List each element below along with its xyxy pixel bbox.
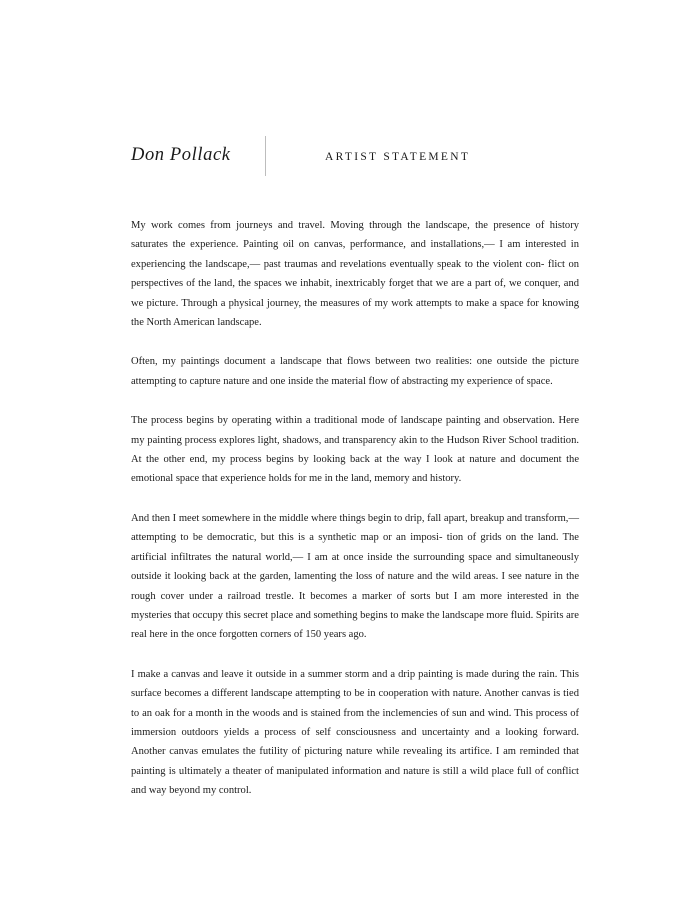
paragraph-1: My work comes from journeys and travel. Moving through the landscape, the presence of history saturates the experience. Painting oil on canvas, performance, and installations,— I am interested in experiencing the landscape,— past traumas and revelations eventually speak to the violent con- flict on perspectives of the land, the spaces we inhabit, inextricably forget that we are a part of, we conquer, and we picture. Through a physical journey, the measures of my work attempts to make a space for knowing the North American landscape.	[131, 220, 579, 329]
page-header	[131, 136, 581, 176]
author-name: Don Pollack	[131, 145, 231, 165]
paragraph-4: And then I meet somewhere in the middle where things begin to drip, fall apart, breakup and transform,— attempting to be democratic, but this is a synthetic map or an imposi- tion of grids on the land. The artificial infiltrates the natural world,— I am at once inside the surrounding space and simultaneously outside it looking back at the garden, lamenting the loss of nature and the wild areas. I see nature in the rough cover under a railroad trestle. It becomes a marker of sorts but I am more interested in the mysteries that occupy this secret place and something begins to make the landscape more fluid. Spirits are real here in the once forgotten corners of 150 years ago.	[131, 512, 579, 641]
paragraph-3: The process begins by operating within a traditional mode of landscape painting and observation. Here my painting process explores light, shadows, and transparency akin to the Hudson River School tradition. At the other end, my process begins by looking back at the way I look at nature and document the emotional space that experience holds for me in the land, memory and history.	[131, 415, 579, 485]
document-title: ARTIST STATEMENT	[325, 151, 471, 163]
header-divider	[265, 136, 266, 176]
statement-body	[131, 216, 579, 821]
paragraph-5: I make a canvas and leave it outside in a summer storm and a drip painting is made during the rain. This surface becomes a different landscape attempting to be in cooperation with nature. Another canvas is tied to an oak for a month in the woods and is stained from the inclemencies of sun and wind. This process of immersion outdoors yields a process of self consciousness and uncertainty and a looking forward. Another canvas emulates the futility of picturing nature while revealing its artifice. I am reminded that painting is ultimately a theater of manipulated information and nature is still a wild place full of conflict and way beyond my control.	[131, 668, 579, 797]
paragraph-2: Often, my paintings document a landscape that flows between two realities: one outside the picture attempting to capture nature and one inside the material flow of abstracting my experience of space.	[131, 356, 579, 387]
